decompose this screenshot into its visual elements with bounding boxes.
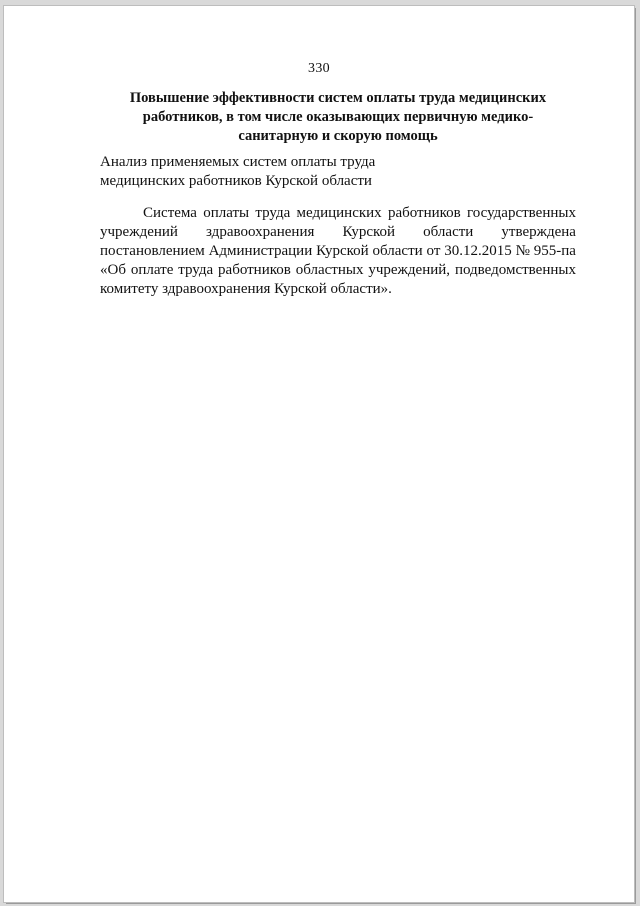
word: государственных xyxy=(467,205,576,221)
word: работников xyxy=(387,205,461,221)
heading-line: Повышение эффективности систем оплаты труда медицинских xyxy=(129,90,547,106)
word: Курской xyxy=(342,224,396,240)
word: здравоохранения xyxy=(206,224,315,240)
word: оплате xyxy=(130,262,174,278)
paragraph-line xyxy=(100,204,576,223)
document-page xyxy=(4,6,634,902)
paragraph-line xyxy=(100,223,576,242)
word: Система xyxy=(143,205,197,221)
word: медицинских xyxy=(296,205,382,221)
word: области xyxy=(372,243,423,259)
word: работников xyxy=(218,262,291,278)
word: 30.12.2015 xyxy=(444,243,512,259)
word: Курской xyxy=(316,243,369,259)
paragraph-line-last: комитету здравоохранения Курской области». xyxy=(100,281,392,297)
word: учреждений xyxy=(100,224,178,240)
word: от xyxy=(426,243,441,259)
heading-line: санитарную и скорую помощь xyxy=(238,128,438,144)
subsection-title-line: медицинских работников Курской области xyxy=(100,173,372,189)
section-heading xyxy=(100,89,576,146)
word: постановлением xyxy=(100,243,205,259)
page-number: 330 xyxy=(308,61,330,76)
paragraph-line xyxy=(100,261,576,280)
subsection-title xyxy=(100,153,420,191)
body-paragraph xyxy=(100,204,576,299)
subsection-title-line: Анализ применяемых систем оплаты труда xyxy=(100,154,376,170)
word: труда xyxy=(178,262,214,278)
word: подведомственных xyxy=(454,262,576,278)
word: областных xyxy=(295,262,364,278)
heading-line: работников, в том числе оказывающих первичную медико- xyxy=(142,109,534,125)
word: утверждена xyxy=(501,224,576,240)
word: оплаты xyxy=(203,205,250,221)
word: Администрации xyxy=(208,243,313,259)
word: области xyxy=(423,224,474,240)
word: № xyxy=(515,243,530,259)
word: труда xyxy=(255,205,291,221)
word: учреждений, xyxy=(368,262,451,278)
word: «Об xyxy=(100,262,126,278)
paragraph-line xyxy=(100,242,576,261)
word: 955-па xyxy=(533,243,576,259)
